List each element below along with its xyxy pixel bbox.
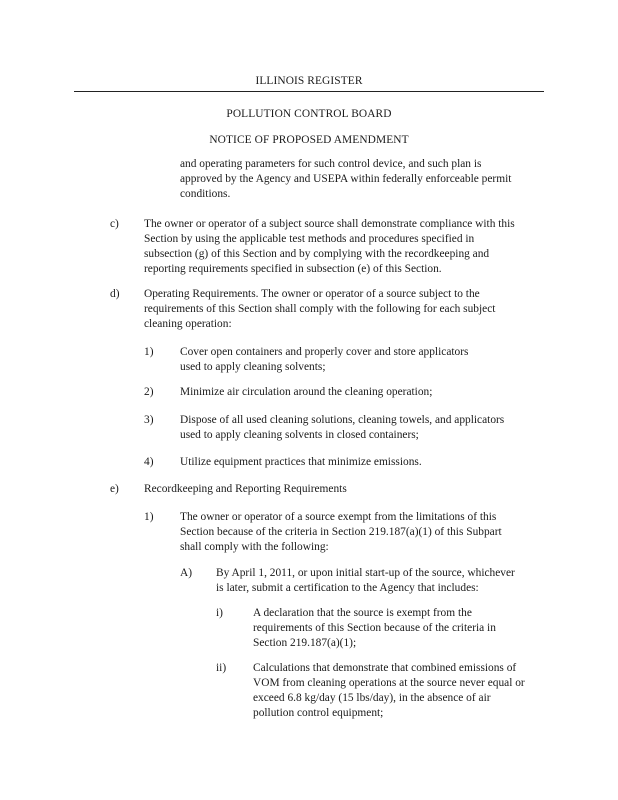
text-line: Utilize equipment practices that minimize emissions. [180,456,422,468]
item-d2-label: 2) [144,386,154,398]
text-line: approved by the Agency and USEPA within federally enforceable permit [180,173,512,185]
text-line: A declaration that the source is exempt from the [253,607,472,619]
notice-title: NOTICE OF PROPOSED AMENDMENT [209,134,409,146]
text-line: Minimize air circulation around the cleaning operation; [180,386,433,398]
text-line: The owner or operator of a source exempt from the limitations of this [180,511,497,523]
item-d4-text [180,455,422,470]
item-e1-label: 1) [144,511,154,523]
text-line: The owner or operator of a subject source shall demonstrate compliance with this [144,218,515,230]
text-line: used to apply cleaning solvents in closed containers; [180,429,419,441]
item-e1Aii-label: ii) [216,662,227,674]
text-line: cleaning operation: [144,318,232,330]
item-d3-label: 3) [144,414,154,426]
text-line: Operating Requirements. The owner or operator of a source subject to the [144,288,480,300]
subsection-d-label: d) [110,288,120,300]
register-title: ILLINOIS REGISTER [255,75,363,87]
text-line: pollution control equipment; [253,707,384,719]
subsection-c-label: c) [110,218,119,230]
subsection-d-text [144,287,495,332]
text-line: reporting requirements specified in subsection (e) of this Section. [144,263,442,275]
item-e1-text [180,510,502,555]
text-line: exceed 6.8 kg/day (15 lbs/day), in the absence of air [253,692,491,704]
item-d1-text [180,345,468,375]
item-d2-text [180,385,432,400]
subsection-e-title: Recordkeeping and Reporting Requirements [144,483,347,495]
subsection-e-label: e) [110,483,119,495]
text-line: Section 219.187(a)(1); [253,637,357,649]
text-line: By April 1, 2011, or upon initial start-up of the source, whichever [216,567,515,579]
item-e1Ai-text [253,606,496,651]
board-title: POLLUTION CONTROL BOARD [226,108,392,120]
item-e1Aii-text [253,661,525,721]
item-d3-text [180,413,504,443]
text-line: shall comply with the following: [180,541,329,553]
item-e1Ai-label: i) [216,607,223,619]
text-line: and operating parameters for such control device, and such plan is [180,158,482,170]
item-e1A-text [216,566,515,596]
header-rule [74,91,544,92]
text-line: conditions. [180,188,231,200]
item-d4-label: 4) [144,456,154,468]
text-line: Section because of the criteria in Section 219.187(a)(1) of this Subpart [180,526,502,538]
text-line: Cover open containers and properly cover and store applicators [180,346,469,358]
text-line: Dispose of all used cleaning solutions, cleaning towels, and applicators [180,414,505,426]
item-d1-label: 1) [144,346,154,358]
text-line: used to apply cleaning solvents; [180,361,326,373]
intro-paragraph [180,157,511,202]
text-line: VOM from cleaning operations at the source never equal or [253,677,525,689]
text-line: Section by using the applicable test methods and procedures specified in [144,233,475,245]
text-line: is later, submit a certification to the Agency that includes: [216,582,479,594]
text-line: subsection (g) of this Section and by complying with the recordkeeping and [144,248,490,260]
text-line: requirements of this Section because of the criteria in [253,622,496,634]
text-line: requirements of this Section shall comply with the following for each subject [144,303,496,315]
subsection-c-text [144,217,515,277]
item-e1A-label: A) [180,567,193,579]
text-line: Calculations that demonstrate that combined emissions of [253,662,517,674]
